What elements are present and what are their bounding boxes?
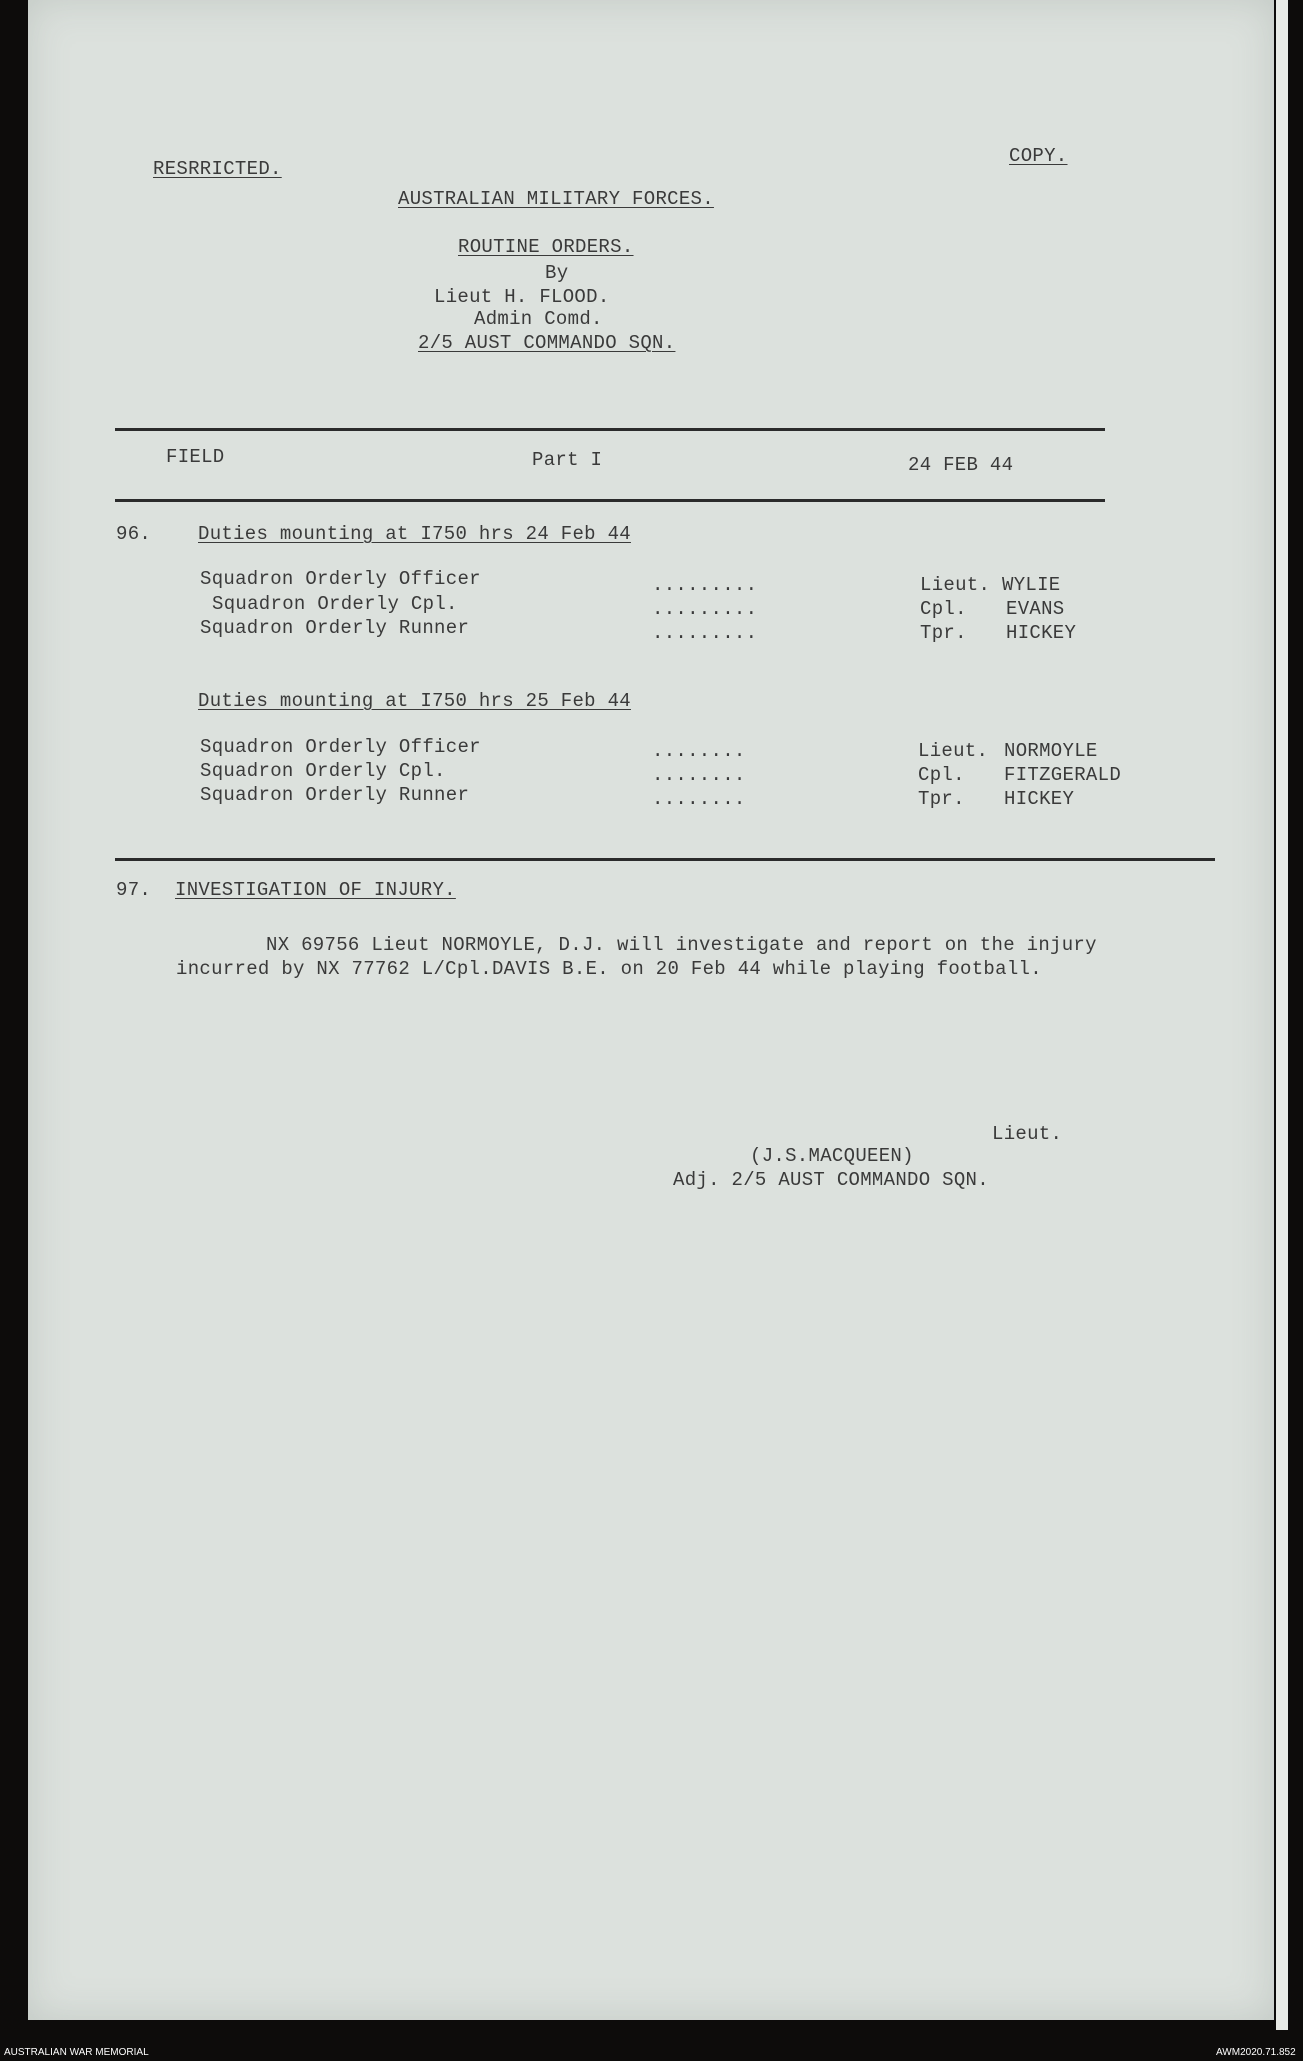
duty-row-5-rank: Cpl. xyxy=(918,764,965,786)
duty-row-3-duty: Squadron Orderly Runner xyxy=(200,617,470,639)
duty-row-5-dots: ........ xyxy=(652,764,746,786)
duty-row-1-dots: ......... xyxy=(652,574,758,596)
duty-row-5-duty: Squadron Orderly Cpl. xyxy=(200,760,446,782)
issuer-line: Lieut H. FLOOD. xyxy=(434,286,610,308)
signature-title: Adj. 2/5 AUST COMMANDO SQN. xyxy=(673,1169,989,1191)
duty-row-1-rank: Lieut. xyxy=(920,574,991,596)
forces-title: AUSTRALIAN MILITARY FORCES. xyxy=(398,188,714,210)
duty-row-4-name: NORMOYLE xyxy=(1004,740,1098,762)
order-97-number: 97. xyxy=(116,879,152,901)
unit-line: 2/5 AUST COMMANDO SQN. xyxy=(418,332,676,354)
part-label: Part I xyxy=(532,449,603,471)
info-bar-rule xyxy=(115,499,1105,502)
location-field: FIELD xyxy=(166,446,225,468)
order-97-body-line-1: NX 69756 Lieut NORMOYLE, D.J. will investigate and report on the injury xyxy=(266,934,1097,956)
footer-source: AUSTRALIAN WAR MEMORIAL xyxy=(4,2047,149,2058)
order-97-heading: INVESTIGATION OF INJURY. xyxy=(175,879,456,901)
footer-accession: AWM2020.71.852 xyxy=(1216,2047,1296,2058)
role-line: Admin Comd. xyxy=(474,308,603,330)
duty-row-4-rank: Lieut. xyxy=(918,740,989,762)
order-96-heading-2: Duties mounting at I750 hrs 25 Feb 44 xyxy=(198,690,631,712)
document-page xyxy=(28,0,1274,2020)
order-96-heading-1: Duties mounting at I750 hrs 24 Feb 44 xyxy=(198,523,631,545)
routine-orders-title: ROUTINE ORDERS. xyxy=(458,236,634,258)
order-97-body-line-2: incurred by NX 77762 L/Cpl.DAVIS B.E. on 20 Feb 44 while playing football. xyxy=(176,958,1042,980)
duty-row-6-duty: Squadron Orderly Runner xyxy=(200,784,470,806)
paper-edge xyxy=(1276,0,1288,2030)
by-line: By xyxy=(545,262,569,284)
date-label: 24 FEB 44 xyxy=(908,454,1014,476)
signature-name: (J.S.MACQUEEN) xyxy=(750,1145,914,1167)
duty-row-3-dots: ......... xyxy=(652,622,758,644)
duty-row-6-dots: ........ xyxy=(652,788,746,810)
duty-row-3-name: HICKEY xyxy=(1006,622,1077,644)
duty-row-4-duty: Squadron Orderly Officer xyxy=(200,736,481,758)
duty-row-2-dots: ......... xyxy=(652,598,758,620)
duty-row-3-rank: Tpr. xyxy=(920,622,967,644)
top-rule xyxy=(115,428,1105,431)
duty-row-6-name: HICKEY xyxy=(1004,788,1075,810)
duty-row-1-duty: Squadron Orderly Officer xyxy=(200,568,481,590)
restricted-label: RESRRICTED. xyxy=(153,158,282,180)
duty-row-5-name: FITZGERALD xyxy=(1004,764,1122,786)
signature-rank: Lieut. xyxy=(992,1123,1063,1145)
duty-row-1-name: WYLIE xyxy=(1002,574,1061,596)
duty-row-2-name: EVANS xyxy=(1006,598,1065,620)
duty-row-4-dots: ........ xyxy=(652,740,746,762)
section-rule xyxy=(115,858,1215,861)
copy-label: COPY. xyxy=(1009,145,1068,167)
duty-row-6-rank: Tpr. xyxy=(918,788,965,810)
duty-row-2-duty: Squadron Orderly Cpl. xyxy=(212,593,458,615)
order-96-number: 96. xyxy=(116,523,152,545)
duty-row-2-rank: Cpl. xyxy=(920,598,967,620)
